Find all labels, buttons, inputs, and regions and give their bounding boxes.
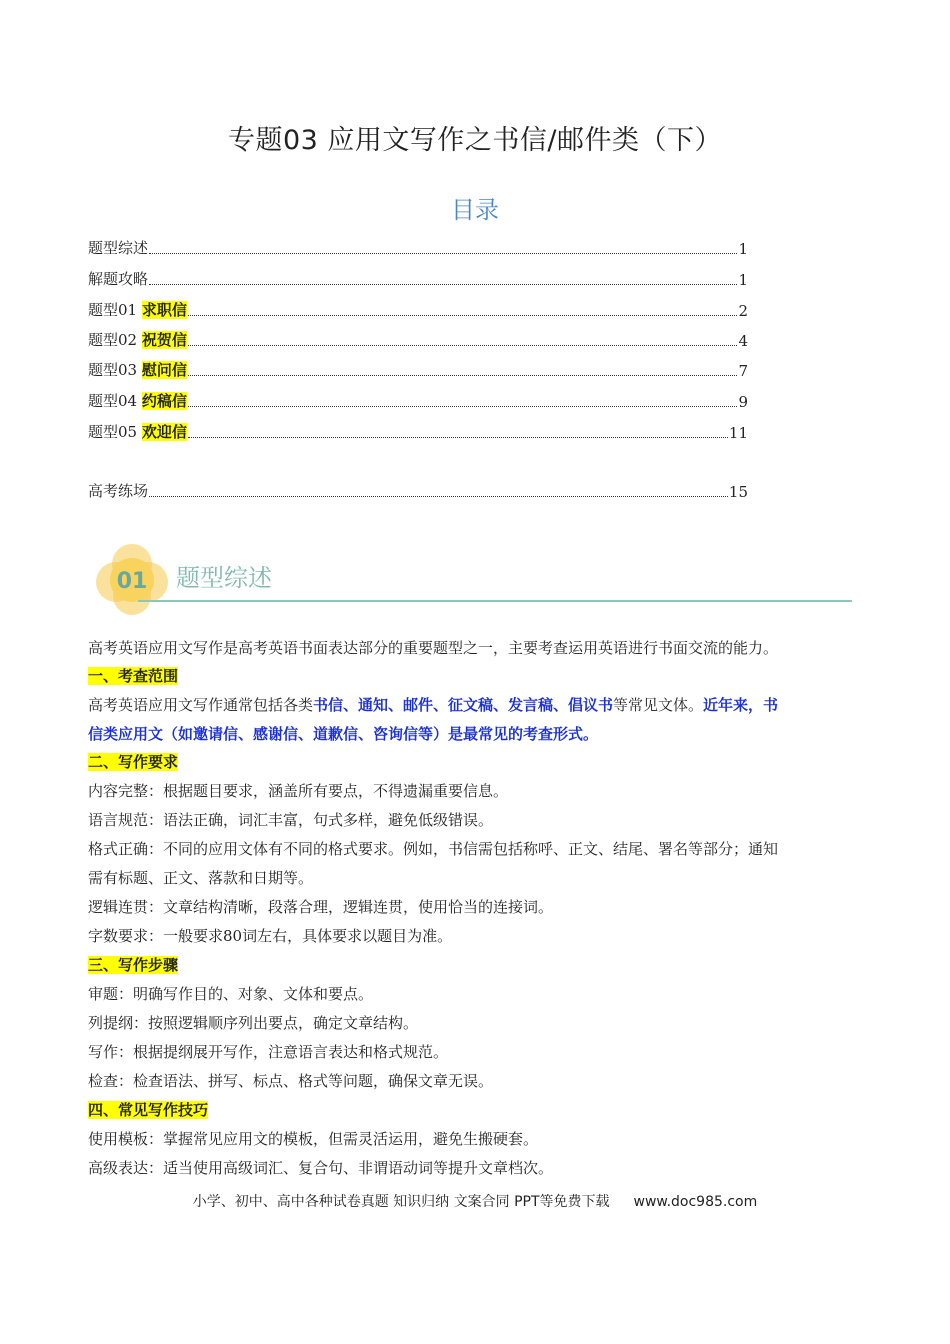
toc-entry-label: 题型综述 (88, 239, 149, 257)
section-requirements: 二、写作要求 内容完整：根据题目要求，涵盖所有要点，不得遗漏重要信息。 语言规范：语法正确，词汇丰富，句式多样，避免低级错误。 格式正确：不同的应用文体有不同的格式要求。例如，书信需包括称呼、正文、结尾、署名等部分；通知 需有标题、正文、落款和日期等。 逻辑连贯：文章结构清晰，段落合理，逻辑连贯，使用恰当的连接词。 字数要求：一般要求80词左右，具体要求以题目为准。 (88, 753, 779, 945)
toc-entry-page: 9 (738, 393, 748, 411)
toc-entry-highlight: 祝贺信 (141, 331, 187, 349)
section-steps: 三、写作步骤 审题：明确写作目的、对象、文体和要点。 列提纲：按照逻辑顺序列出要点，确定文章结构。 写作：根据提纲展开写作，注意语言表达和格式规范。 检查：检查语法、拼写、标点、格式等问题，确保文章无误。 (88, 956, 494, 1090)
toc-entry[interactable] (88, 356, 748, 380)
toc-entry-page: 4 (738, 332, 748, 350)
toc-entry-page: 2 (738, 302, 748, 320)
toc-entry-label: 题型05 (88, 423, 142, 441)
toc-entry-label: 题型02 (88, 331, 142, 349)
toc-entry-highlight: 求职信 (141, 301, 187, 319)
section-techniques: 四、常见写作技巧 使用模板：掌握常见应用文的模板，但需灵活运用，避免生搬硬套。 高级表达：适当使用高级词汇、复合句、非谓语动词等提升文章档次。 (88, 1101, 554, 1177)
section-heading: 一、考查范围 (88, 667, 179, 685)
document-title: 专题03 应用文写作之书信/邮件类（下） (227, 125, 723, 156)
section-badge-title: 题型综述 (176, 564, 272, 592)
toc-heading: 目录 (451, 196, 499, 224)
toc-entry[interactable] (88, 387, 748, 411)
toc-entry[interactable] (88, 418, 748, 442)
section-badge (92, 540, 862, 615)
toc-entry-label: 解题攻略 (88, 270, 149, 288)
section-heading: 四、常见写作技巧 (88, 1101, 209, 1119)
footer-url[interactable]: www.doc985.com (633, 1194, 758, 1210)
section-scope: 一、考查范围 高考英语应用文写作通常包括各类书信、通知、邮件、征文稿、发言稿、倡议书等常见文体。近年来，书 信类应用文（如邀请信、感谢信、道歉信、咨询信等）是最常见的考查形式。 (88, 667, 779, 743)
page-footer (0, 1191, 950, 1211)
toc-entry[interactable] (88, 326, 748, 350)
toc-entry-page: 1 (738, 240, 748, 258)
toc-entry-highlight: 慰问信 (141, 361, 187, 379)
toc-entry-highlight: 约稿信 (141, 392, 187, 410)
toc-entry-label: 题型03 (88, 361, 142, 379)
toc-entry-label: 高考练场 (88, 482, 149, 500)
section-heading: 三、写作步骤 (88, 956, 179, 974)
toc-entry-label: 题型01 (88, 301, 142, 319)
footer-text: 小学、初中、高中各种试卷真题 知识归纳 文案合同 PPT等免费下载 (192, 1194, 610, 1210)
intro-paragraph: 高考英语应用文写作是高考英语书面表达部分的重要题型之一，主要考查运用英语进行书面交流的能力。 (88, 639, 779, 657)
section-heading: 二、写作要求 (88, 753, 179, 771)
toc-entry-highlight: 欢迎信 (141, 423, 187, 441)
toc-entry[interactable] (88, 234, 748, 258)
toc-entry-page: 11 (728, 424, 748, 442)
toc-entry[interactable] (88, 477, 748, 501)
toc-entry-page: 7 (738, 362, 748, 380)
toc-entry-page: 15 (728, 483, 748, 501)
section-badge-number: 01 (116, 569, 148, 594)
toc-entry-label: 题型04 (88, 392, 142, 410)
toc-entry[interactable] (88, 265, 748, 289)
toc-entry[interactable] (88, 296, 748, 320)
toc-entry-page: 1 (738, 271, 748, 289)
